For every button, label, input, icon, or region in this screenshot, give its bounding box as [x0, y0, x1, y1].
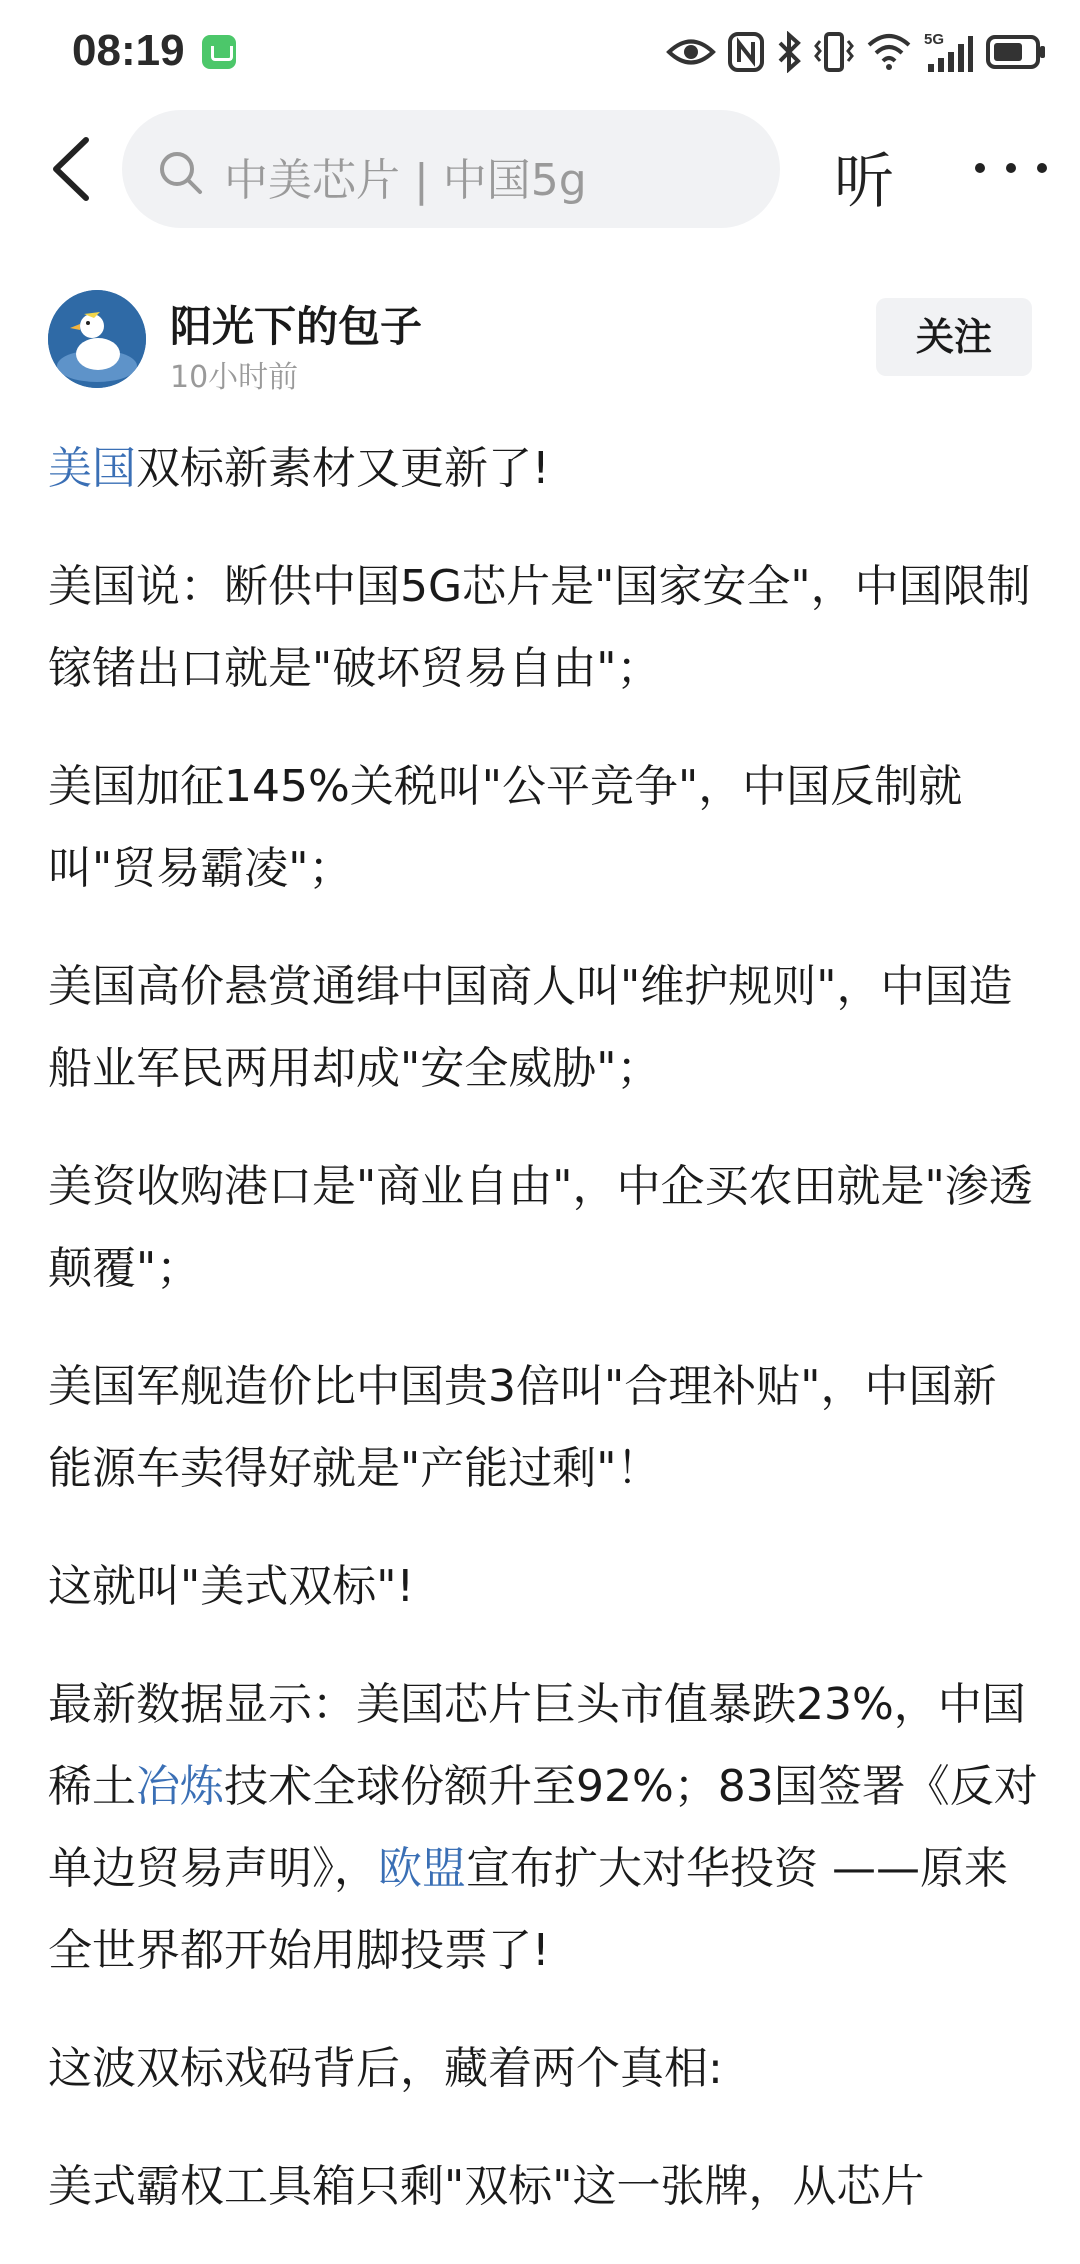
article-paragraph: [48, 428, 1038, 510]
cellular-signal-icon: [924, 30, 974, 74]
follow-button[interactable]: 关注: [876, 298, 1032, 376]
author-name[interactable]: 阳光下的包子: [170, 302, 423, 351]
search-query-text[interactable]: 中美芯片 | 中国5g: [224, 155, 587, 206]
paragraph-text: 最新数据显示：美国芯片巨头市值暴跌23%，中国稀土: [48, 1679, 1026, 1812]
article-paragraph: 美国军舰造价比中国贵3倍叫"合理补贴"，中国新能源车卖得好就是"产能过剩"！: [48, 1361, 997, 1494]
search-bar[interactable]: [122, 110, 780, 228]
avatar-duck-image: [48, 290, 146, 388]
bluetooth-icon: [776, 31, 802, 73]
paragraph-text: 技术全球份额升至92%；83国签署《反对单边贸易声明》，: [48, 1761, 1038, 1894]
article-paragraph: 美国高价悬赏通缉中国商人叫"维护规则"，中国造船业军民两用却成"安全威胁"；: [48, 961, 1013, 1094]
topic-link-eu[interactable]: 欧盟: [378, 1843, 466, 1894]
article-body: [48, 428, 1038, 2264]
article-paragraph: 美资收购港口是"商业自由"，中企买农田就是"渗透颠覆"；: [48, 1161, 1033, 1294]
article-paragraph: 美国加征145%关税叫"公平竞争"，中国反制就叫"贸易霸凌"；: [48, 761, 963, 894]
more-options-icon[interactable]: [966, 148, 1056, 188]
status-time: 08:19: [72, 26, 185, 75]
post-timestamp: 10小时前: [170, 360, 299, 395]
article-paragraph: 这波双标戏码背后，藏着两个真相:: [48, 2043, 723, 2094]
article-paragraph: 美国说：断供中国5G芯片是"国家安全"，中国限制镓锗出口就是"破坏贸易自由"；: [48, 561, 1031, 694]
nfc-icon: [728, 32, 764, 72]
author-avatar[interactable]: [48, 290, 146, 388]
app-notification-icon: [202, 35, 236, 69]
search-icon: [158, 150, 204, 196]
vibrate-icon: [814, 31, 854, 73]
author-row: [0, 280, 1080, 400]
article-paragraph: [48, 1664, 1038, 1992]
back-arrow-icon[interactable]: [46, 134, 102, 204]
listen-button[interactable]: 听: [834, 147, 894, 217]
paragraph-text: 双标新素材又更新了!: [136, 443, 550, 494]
top-navigation-bar: [0, 104, 1080, 234]
battery-icon: [986, 34, 1046, 70]
topic-link-usa[interactable]: 美国: [48, 443, 136, 494]
status-bar: [0, 0, 1080, 104]
topic-link-smelting[interactable]: 冶炼: [136, 1761, 224, 1812]
eye-icon: [666, 35, 716, 69]
network-type-label: 5G: [924, 31, 945, 48]
paragraph-text: 宣布扩大对华投资 ——原来全世界都开始用脚投票了!: [48, 1843, 1008, 1976]
article-paragraph: 这就叫"美式双标"!: [48, 1561, 415, 1612]
system-icons: [666, 24, 1046, 80]
article-paragraph: 美式霸权工具箱只剩"双标"这一张牌，从芯片: [48, 2161, 925, 2212]
wifi-icon: [866, 33, 912, 71]
